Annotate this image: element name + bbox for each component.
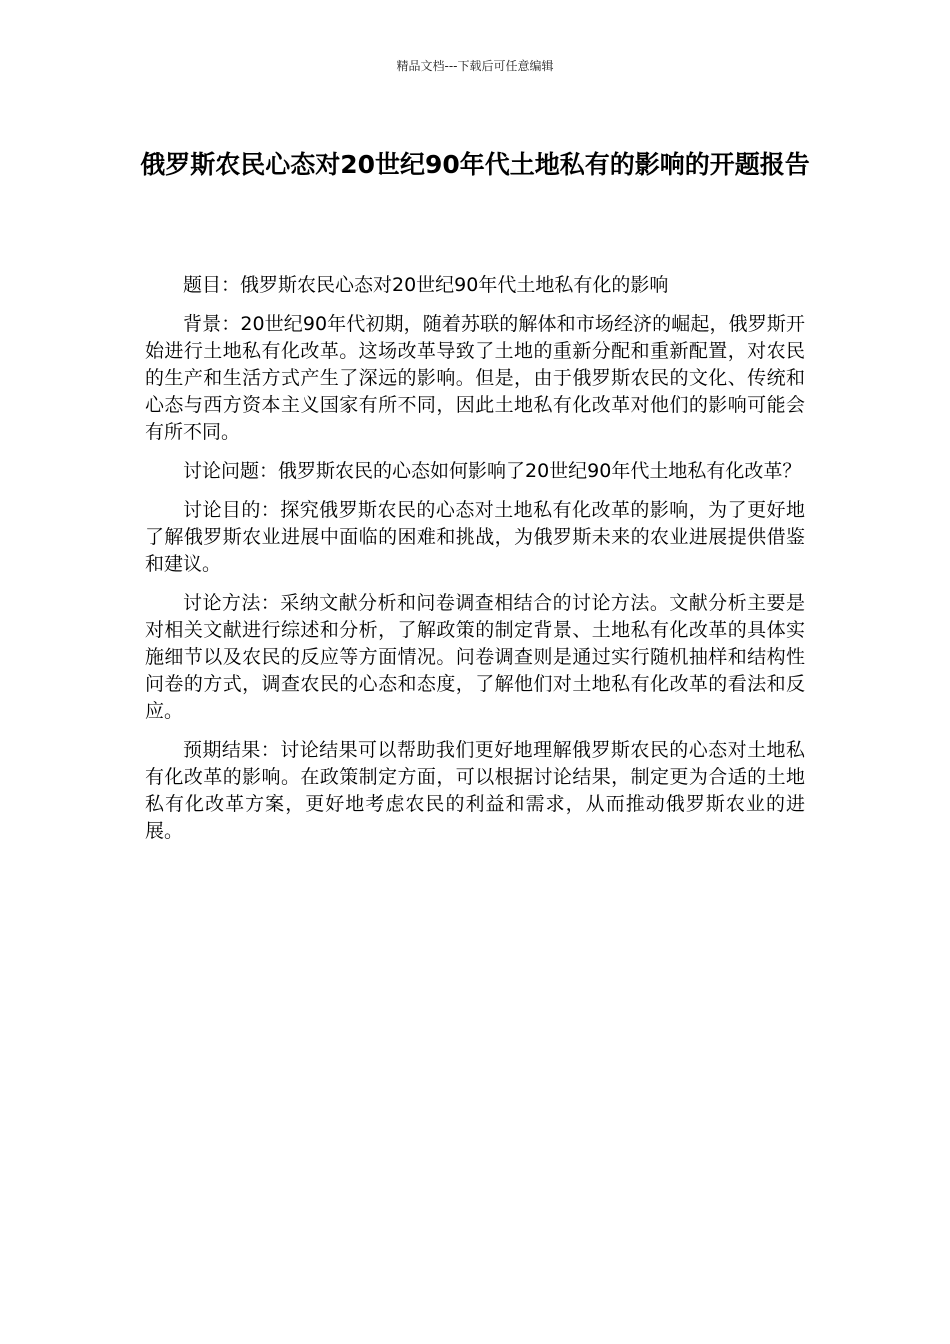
document-body — [145, 272, 805, 857]
paragraph-method: 讨论方法：采纳文献分析和问卷调查相结合的讨论方法。文献分析主要是对相关文献进行综述和分析，了解政策的制定背景、土地私有化改革的具体实施细节以及农民的反应等方面情况。问卷调查则是通过实行随机抽样和结构性问卷的方式，调查农民的心态和态度，了解他们对土地私有化改革的看法和反应。 — [145, 592, 805, 722]
paragraph-purpose: 讨论目的：探究俄罗斯农民的心态对土地私有化改革的影响，为了更好地了解俄罗斯农业进展中面临的困难和挑战，为俄罗斯未来的农业进展提供借鉴和建议。 — [145, 499, 805, 575]
header-note: 精品文档---下载后可任意编辑 — [396, 59, 554, 73]
paragraph-background: 背景：20世纪90年代初期，随着苏联的解体和市场经济的崛起，俄罗斯开始进行土地私有化改革。这场改革导致了土地的重新分配和重新配置，对农民的生产和生活方式产生了深远的影响。但是，由于俄罗斯农民的文化、传统和心态与西方资本主义国家有所不同，因此土地私有化改革对他们的影响可能会有所不同。 — [145, 313, 805, 443]
paragraph-topic: 题目：俄罗斯农民心态对20世纪90年代土地私有化的影响 — [183, 274, 669, 296]
document-title: 俄罗斯农民心态对20世纪90年代土地私有的影响的开题报告 — [140, 150, 810, 179]
paragraph-question: 讨论问题：俄罗斯农民的心态如何影响了20世纪90年代土地私有化改革？ — [183, 460, 802, 482]
paragraph-expected-results: 预期结果：讨论结果可以帮助我们更好地理解俄罗斯农民的心态对土地私有化改革的影响。在政策制定方面，可以根据讨论结果，制定更为合适的土地私有化改革方案，更好地考虑农民的利益和需求，从而推动俄罗斯农业的进展。 — [145, 739, 805, 842]
